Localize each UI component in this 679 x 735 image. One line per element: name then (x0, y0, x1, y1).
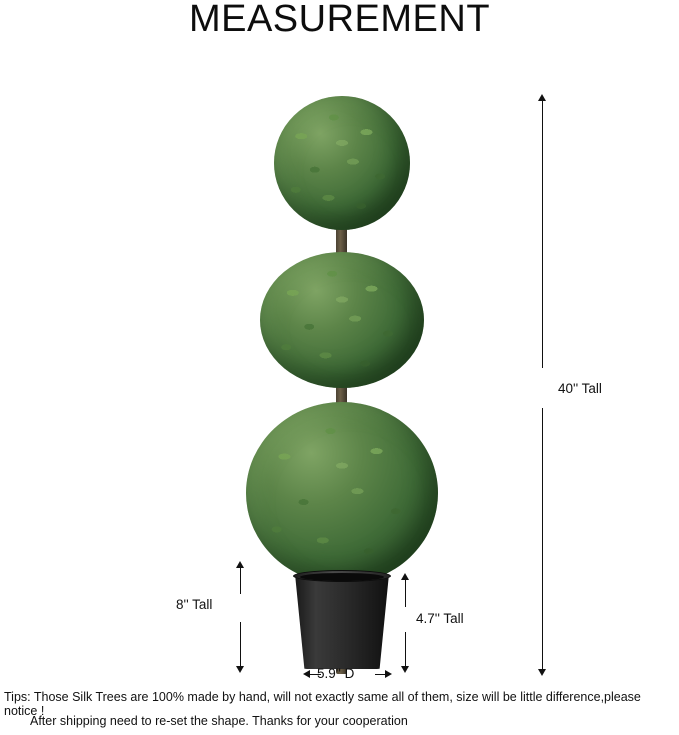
arrow-right-icon (385, 670, 392, 678)
tips-line-2: After shipping need to re-set the shape. Thanks for your cooperation (30, 714, 408, 728)
tips-line-1: Tips: Those Silk Trees are 100% made by hand, will not exactly same all of them, size will be little difference,please notice ! (4, 690, 641, 718)
label-pot-height: 4.7'' Tall (416, 611, 464, 626)
foliage-ball-bottom (246, 402, 438, 584)
dimension-line-upper (240, 567, 241, 594)
dimension-line-upper (542, 100, 543, 368)
pot-inner-soil (300, 573, 384, 581)
label-total-height: 40'' Tall (558, 381, 602, 396)
dimension-line-lower (405, 632, 406, 667)
label-pot-to-foliage: 8'' Tall (176, 597, 213, 612)
arrow-down-icon (401, 666, 409, 673)
arrow-down-icon (236, 666, 244, 673)
label-pot-diameter: 5.9'' D (317, 666, 355, 681)
plant-pot-icon (295, 574, 389, 669)
arrow-down-icon (538, 669, 546, 676)
foliage-ball-top (274, 96, 410, 230)
page-title: MEASUREMENT (188, 0, 491, 40)
dimension-line-lower (542, 408, 543, 670)
dimension-line-upper (405, 579, 406, 607)
foliage-ball-middle (260, 252, 424, 388)
topiary-tree-icon (232, 84, 452, 674)
dimension-line-lower (240, 622, 241, 667)
